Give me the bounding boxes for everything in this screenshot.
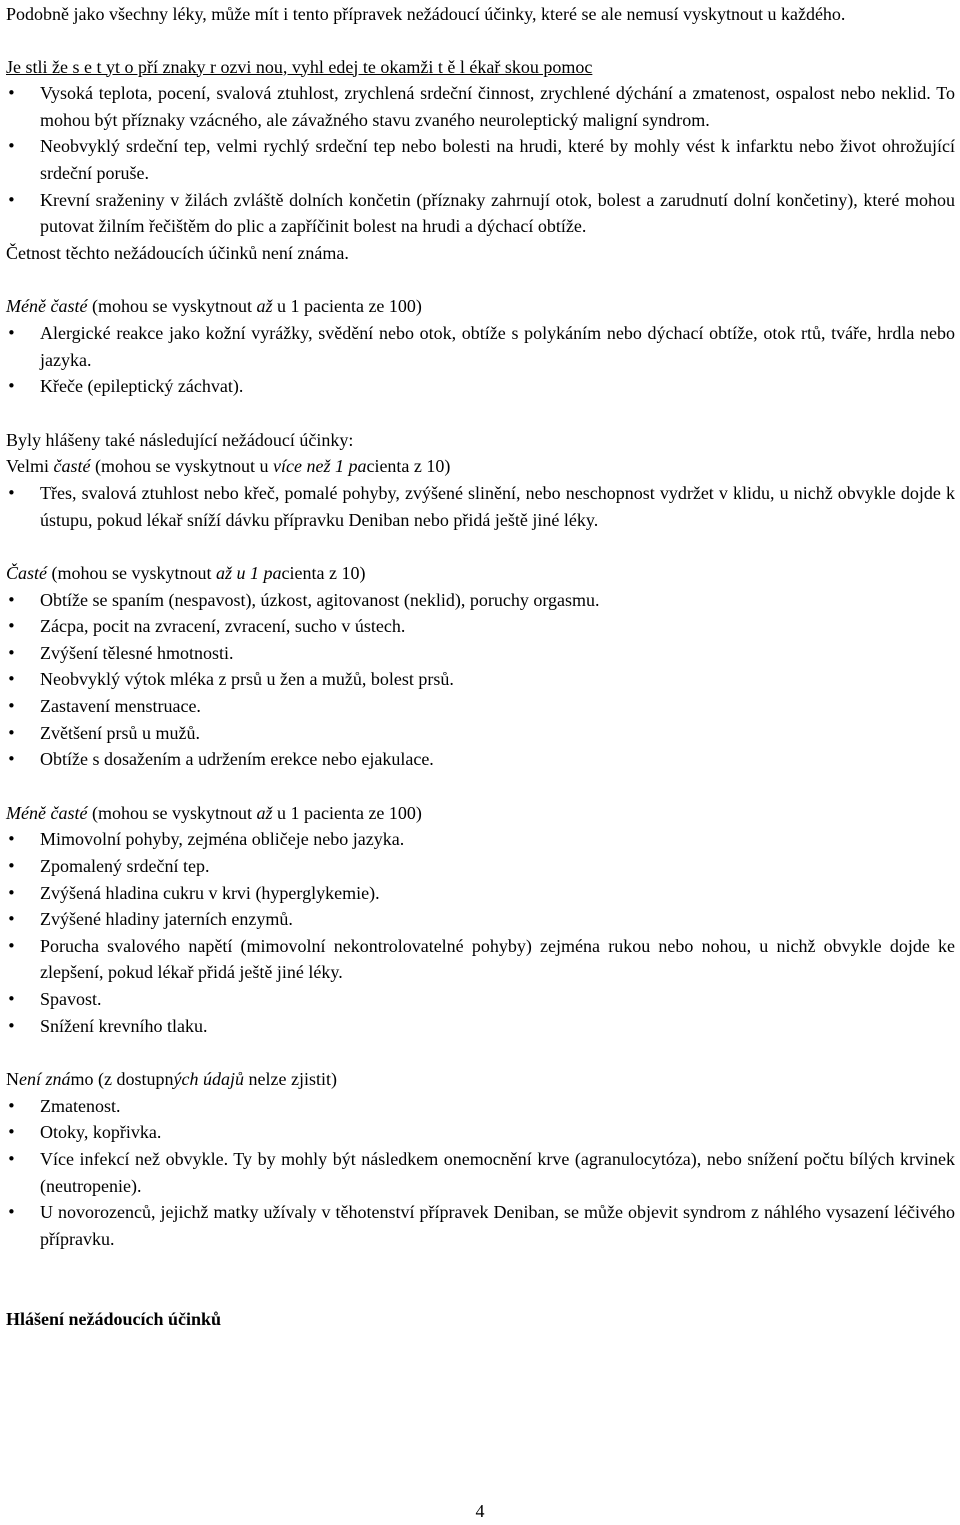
list-item: • Mimovolní pohyby, zejména obličeje nebo jazyka. — [6, 826, 955, 853]
frequency-term: Časté — [6, 563, 48, 584]
intro-paragraph: Podobně jako všechny léky, může mít i tento přípravek nežádoucí účinky, které se ale nemusí vyskytnout u každého. — [6, 4, 846, 24]
frequency-text: N — [6, 1069, 19, 1090]
frequency-upto: až — [256, 802, 273, 823]
list-item: • Alergické reakce jako kožní vyrážky, svědění nebo otok, obtíže s polykáním nebo dýchací obtíže, otok rtů, tváře, hrdla nebo jazyka. — [6, 320, 955, 373]
list-item: • Zmatenost. — [6, 1093, 955, 1120]
list-item: • Zastavení menstruace. — [6, 693, 955, 720]
warning-heading: Je stli že s e t yt o pří znaky r ozvi nou, vyhl edej te okamži t ě l ékař skou pomoc — [6, 56, 593, 77]
frequency-text: cienta z 10) — [366, 456, 451, 477]
common-heading — [6, 560, 955, 587]
page-number: 4 — [475, 1501, 485, 1521]
frequency-term: Méně časté — [6, 296, 88, 317]
very-common-list — [6, 480, 955, 533]
frequency-more: více než 1 pa — [272, 456, 367, 477]
frequency-text: (mohou se vyskytnout — [87, 802, 257, 823]
list-item: • Zvýšené hladiny jaterních enzymů. — [6, 906, 955, 933]
unknown-list — [6, 1093, 955, 1253]
frequency-term: ých údajů — [173, 1069, 244, 1090]
uncommon-heading-1 — [6, 293, 955, 320]
list-item: • Obtíže se spaním (nespavost), úzkost, agitovanost (neklid), poruchy orgasmu. — [6, 587, 955, 614]
list-item: • Spavost. — [6, 986, 955, 1013]
frequency-text: (mohou se vyskytnout u — [90, 456, 273, 477]
list-item: • Otoky, kopřivka. — [6, 1119, 955, 1146]
list-item: • Zvětšení prsů u mužů. — [6, 720, 955, 747]
frequency-term: časté — [53, 456, 91, 477]
list-item: • Zpomalený srdeční tep. — [6, 853, 955, 880]
uncommon-list-2 — [6, 826, 955, 1039]
frequency-text: Velmi — [6, 456, 54, 477]
frequency-text: (mohou se vyskytnout — [87, 296, 257, 317]
uncommon-list-1 — [6, 320, 955, 400]
reporting-section-title: Hlášení nežádoucích účinků — [6, 1309, 222, 1330]
very-common-heading — [6, 453, 955, 480]
list-item: • Zácpa, pocit na zvracení, zvracení, sucho v ústech. — [6, 613, 955, 640]
list-item: • Porucha svalového napětí (mimovolní nekontrolovatelné pohyby) zejména rukou nebo nohou, u nichž obvykle dojde ke zlepšení, pokud lékař přidá ještě jiné léky. — [6, 933, 955, 986]
list-item: • Křeče (epileptický záchvat). — [6, 373, 955, 400]
list-item: • Snížení krevního tlaku. — [6, 1013, 955, 1040]
frequency-text: mo (z dostupn — [70, 1069, 174, 1090]
list-item: • Krevní sraženiny v žilách zvláště dolních končetin (příznaky zahrnují otok, bolest a zarudnutí dolní končetiny), které mohou putovat žilním řečištěm do plic a zapříčinit bolest na hrudi a dýchací obtíže. — [6, 187, 955, 240]
frequency-text: u 1 pacienta ze 100) — [272, 802, 422, 823]
uncommon-heading-2 — [6, 800, 955, 827]
frequency-upto: až — [256, 296, 273, 317]
common-list — [6, 587, 955, 773]
list-item: • Neobvyklý výtok mléka z prsů u žen a mužů, bolest prsů. — [6, 666, 955, 693]
list-item: • Více infekcí než obvykle. Ty by mohly být následkem onemocnění krve (agranulocytóza), nebo snížení počtu bílých krvinek (neutropenie). — [6, 1146, 955, 1199]
warning-frequency: Četnost těchto nežádoucích účinků není známa. — [6, 242, 349, 263]
list-item: • Zvýšení tělesné hmotnosti. — [6, 640, 955, 667]
list-item: • Neobvyklý srdeční tep, velmi rychlý srdeční tep nebo bolesti na hrudi, které by mohly vést k infarktu nebo život ohrožující srdeční poruše. — [6, 133, 955, 186]
frequency-text: (mohou se vyskytnout — [47, 563, 217, 584]
list-item: • Vysoká teplota, pocení, svalová ztuhlost, zrychlená srdeční činnost, zrychlené dýchání a zmatenost, ospalost nebo neklid. To mohou být příznaky vzácného, ale závažného stavu zvaného neuroleptický maligní syndrom. — [6, 80, 955, 133]
document-page — [6, 0, 955, 1333]
frequency-text: u 1 pacienta ze 100) — [272, 296, 422, 317]
frequency-term: Méně časté — [6, 802, 88, 823]
unknown-heading — [6, 1066, 955, 1093]
frequency-term: ení zná — [19, 1069, 71, 1090]
warning-list — [6, 80, 955, 240]
frequency-text: cienta z 10) — [281, 563, 366, 584]
list-item: • Zvýšená hladina cukru v krvi (hyperglykemie). — [6, 880, 955, 907]
list-item: • Obtíže s dosažením a udržením erekce nebo ejakulace. — [6, 746, 955, 773]
frequency-upto: až u 1 pa — [216, 563, 282, 584]
list-item: • Třes, svalová ztuhlost nebo křeč, pomalé pohyby, zvýšené slinění, nebo neschopnost vydržet v klidu, u nichž obvykle dojde k ústupu, pokud lékař sníží dávku přípravku Deniban nebo přidá ještě jiné léky. — [6, 480, 955, 533]
also-reported-text: Byly hlášeny také následující nežádoucí účinky: — [6, 429, 354, 450]
frequency-text: nelze zjistit) — [243, 1069, 337, 1090]
list-item: • U novorozenců, jejichž matky užívaly v těhotenství přípravek Deniban, se může objevit syndrom z náhlého vysazení léčivého přípravku. — [6, 1199, 955, 1252]
